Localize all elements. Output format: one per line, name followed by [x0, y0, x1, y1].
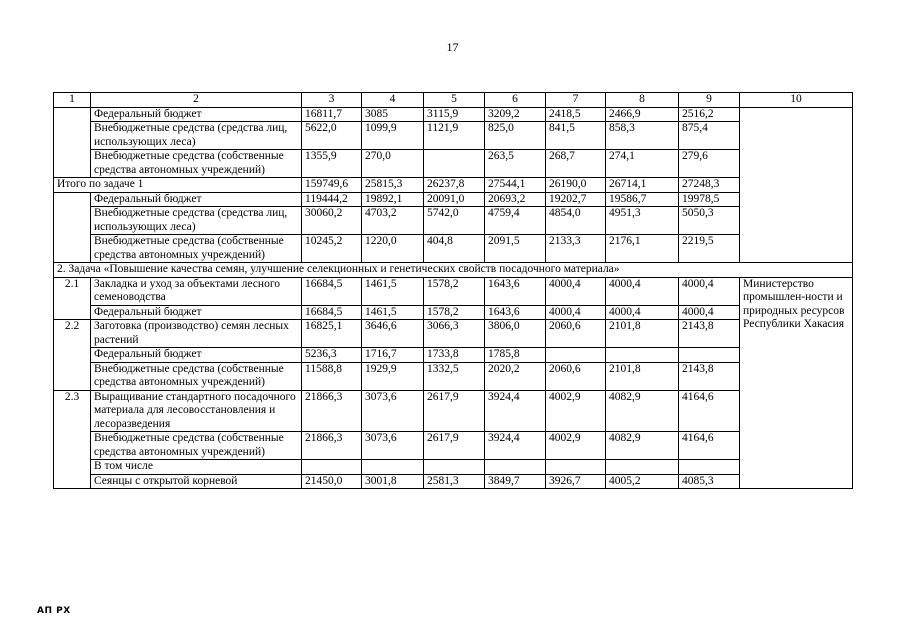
- value-cell: 4759,4: [485, 207, 546, 235]
- row-name: Внебюджетные средства (средства лиц, использующих леса): [91, 207, 302, 235]
- value-cell: 2143,8: [679, 362, 740, 390]
- value-cell: 27248,3: [679, 178, 740, 193]
- program-table: [53, 92, 853, 489]
- value-cell: 279,6: [679, 150, 740, 178]
- row-name: Внебюджетные средства (собственные средства автономных учреждений): [91, 432, 302, 460]
- value-cell: 3073,6: [362, 390, 424, 432]
- value-cell: 2060,6: [546, 320, 606, 348]
- value-cell: 21450,0: [302, 474, 362, 489]
- header-cell: 5: [424, 93, 485, 108]
- value-cell: 119444,2: [302, 192, 362, 207]
- value-cell: 21866,3: [302, 390, 362, 432]
- table-row: [54, 107, 853, 122]
- table-row: [54, 235, 853, 263]
- table-row: [54, 432, 853, 460]
- value-cell: 4854,0: [546, 207, 606, 235]
- value-cell: 4002,9: [546, 390, 606, 432]
- section-row: [54, 263, 853, 278]
- value-cell: [546, 348, 606, 363]
- table-row: [54, 460, 853, 475]
- index-cell: [54, 192, 91, 263]
- value-cell: 2581,3: [424, 474, 485, 489]
- value-cell: [485, 460, 546, 475]
- value-cell: 5050,3: [679, 207, 740, 235]
- value-cell: 19892,1: [362, 192, 424, 207]
- header-row: [54, 93, 853, 108]
- value-cell: 4000,4: [546, 277, 606, 305]
- value-cell: 2418,5: [546, 107, 606, 122]
- table-row: [54, 474, 853, 489]
- value-cell: 4000,4: [679, 277, 740, 305]
- value-cell: 1332,5: [424, 362, 485, 390]
- value-cell: [679, 460, 740, 475]
- header-cell: 1: [54, 93, 91, 108]
- footer-mark: АП РХ: [37, 606, 71, 616]
- value-cell: 858,3: [606, 122, 679, 150]
- value-cell: 30060,2: [302, 207, 362, 235]
- value-cell: 16684,5: [302, 277, 362, 305]
- header-cell: 3: [302, 93, 362, 108]
- table-row: [54, 348, 853, 363]
- table-row: [54, 150, 853, 178]
- value-cell: 4000,4: [606, 305, 679, 320]
- value-cell: 21866,3: [302, 432, 362, 460]
- executor-cell: [740, 107, 853, 263]
- total-row: [54, 178, 853, 193]
- value-cell: 2143,8: [679, 320, 740, 348]
- page-number: 17: [446, 40, 459, 54]
- index-cell: 2.1: [54, 277, 91, 320]
- value-cell: 4002,9: [546, 432, 606, 460]
- value-cell: 1929,9: [362, 362, 424, 390]
- value-cell: 4951,3: [606, 207, 679, 235]
- value-cell: 263,5: [485, 150, 546, 178]
- value-cell: [546, 460, 606, 475]
- value-cell: 3066,3: [424, 320, 485, 348]
- header-cell: 4: [362, 93, 424, 108]
- value-cell: 5622,0: [302, 122, 362, 150]
- value-cell: 11588,8: [302, 362, 362, 390]
- value-cell: 4085,3: [679, 474, 740, 489]
- row-name: Федеральный бюджет: [91, 107, 302, 122]
- value-cell: 4082,9: [606, 432, 679, 460]
- value-cell: 1785,8: [485, 348, 546, 363]
- table-row: [54, 362, 853, 390]
- value-cell: 1461,5: [362, 277, 424, 305]
- table-row: [54, 320, 853, 348]
- value-cell: 3924,4: [485, 432, 546, 460]
- value-cell: 3849,7: [485, 474, 546, 489]
- table-row: [54, 305, 853, 320]
- header-cell: 6: [485, 93, 546, 108]
- value-cell: 2617,9: [424, 432, 485, 460]
- row-name: В том числе: [91, 460, 302, 475]
- value-cell: 5742,0: [424, 207, 485, 235]
- value-cell: 2091,5: [485, 235, 546, 263]
- value-cell: [606, 460, 679, 475]
- value-cell: 3926,7: [546, 474, 606, 489]
- value-cell: [606, 348, 679, 363]
- table-row: [54, 192, 853, 207]
- row-name: Выращивание стандартного посадочного материала для лесовосстановления и лесоразведения: [91, 390, 302, 432]
- value-cell: 4164,6: [679, 390, 740, 432]
- row-name: Внебюджетные средства (собственные средства автономных учреждений): [91, 150, 302, 178]
- header-cell: 7: [546, 93, 606, 108]
- value-cell: 20091,0: [424, 192, 485, 207]
- value-cell: 2101,8: [606, 362, 679, 390]
- value-cell: 26190,0: [546, 178, 606, 193]
- header-cell: 2: [91, 93, 302, 108]
- value-cell: 3073,6: [362, 432, 424, 460]
- value-cell: 5236,3: [302, 348, 362, 363]
- row-name: Федеральный бюджет: [91, 348, 302, 363]
- header-cell: 10: [740, 93, 853, 108]
- value-cell: 875,4: [679, 122, 740, 150]
- value-cell: 2219,5: [679, 235, 740, 263]
- value-cell: 19202,7: [546, 192, 606, 207]
- row-name: Внебюджетные средства (средства лиц, использующих леса): [91, 122, 302, 150]
- value-cell: 1578,2: [424, 305, 485, 320]
- table-row: [54, 207, 853, 235]
- value-cell: 4703,2: [362, 207, 424, 235]
- value-cell: 1643,6: [485, 305, 546, 320]
- value-cell: 825,0: [485, 122, 546, 150]
- value-cell: [679, 348, 740, 363]
- value-cell: 841,5: [546, 122, 606, 150]
- value-cell: 4000,4: [606, 277, 679, 305]
- header-cell: 9: [679, 93, 740, 108]
- value-cell: [362, 460, 424, 475]
- value-cell: 1121,9: [424, 122, 485, 150]
- value-cell: 3115,9: [424, 107, 485, 122]
- value-cell: 4005,2: [606, 474, 679, 489]
- header-cell: 8: [606, 93, 679, 108]
- row-name: Заготовка (производство) семян лесных растений: [91, 320, 302, 348]
- value-cell: 2516,2: [679, 107, 740, 122]
- value-cell: 1643,6: [485, 277, 546, 305]
- value-cell: 4082,9: [606, 390, 679, 432]
- row-name: Внебюджетные средства (собственные средства автономных учреждений): [91, 235, 302, 263]
- value-cell: 268,7: [546, 150, 606, 178]
- row-name: Федеральный бюджет: [91, 192, 302, 207]
- row-name: Внебюджетные средства (собственные средства автономных учреждений): [91, 362, 302, 390]
- value-cell: 404,8: [424, 235, 485, 263]
- value-cell: [424, 460, 485, 475]
- value-cell: 26237,8: [424, 178, 485, 193]
- value-cell: 3924,4: [485, 390, 546, 432]
- section-heading: 2. Задача «Повышение качества семян, улучшение селекционных и генетических свойств посадочного материала»: [54, 263, 853, 278]
- table-row: [54, 122, 853, 150]
- value-cell: 10245,2: [302, 235, 362, 263]
- row-name: Закладка и уход за объектами лесного семеноводства: [91, 277, 302, 305]
- row-name: Федеральный бюджет: [91, 305, 302, 320]
- value-cell: 2176,1: [606, 235, 679, 263]
- value-cell: 19586,7: [606, 192, 679, 207]
- value-cell: 3646,6: [362, 320, 424, 348]
- value-cell: 4164,6: [679, 432, 740, 460]
- value-cell: 16811,7: [302, 107, 362, 122]
- value-cell: 2466,9: [606, 107, 679, 122]
- value-cell: 2133,3: [546, 235, 606, 263]
- value-cell: 20693,2: [485, 192, 546, 207]
- value-cell: 16684,5: [302, 305, 362, 320]
- table-row: [54, 277, 853, 305]
- value-cell: 16825,1: [302, 320, 362, 348]
- value-cell: [424, 150, 485, 178]
- row-name: Сеянцы с открытой корневой: [91, 474, 302, 489]
- total-label: Итого по задаче 1: [54, 178, 302, 193]
- value-cell: 1220,0: [362, 235, 424, 263]
- value-cell: 26714,1: [606, 178, 679, 193]
- value-cell: 4000,4: [546, 305, 606, 320]
- value-cell: 2617,9: [424, 390, 485, 432]
- value-cell: 1099,9: [362, 122, 424, 150]
- value-cell: 19978,5: [679, 192, 740, 207]
- index-cell: 2.2: [54, 320, 91, 391]
- value-cell: 27544,1: [485, 178, 546, 193]
- executor-cell: Министерство промышлен-ности и природных ресурсов Республики Хакасия: [740, 277, 853, 489]
- value-cell: 3209,2: [485, 107, 546, 122]
- value-cell: 1578,2: [424, 277, 485, 305]
- value-cell: 159749,6: [302, 178, 362, 193]
- value-cell: 2060,6: [546, 362, 606, 390]
- value-cell: 1355,9: [302, 150, 362, 178]
- table-row: [54, 390, 853, 432]
- value-cell: 270,0: [362, 150, 424, 178]
- value-cell: 3806,0: [485, 320, 546, 348]
- value-cell: 3001,8: [362, 474, 424, 489]
- value-cell: 1461,5: [362, 305, 424, 320]
- value-cell: 3085: [362, 107, 424, 122]
- value-cell: 2101,8: [606, 320, 679, 348]
- value-cell: 1716,7: [362, 348, 424, 363]
- index-cell: 2.3: [54, 390, 91, 489]
- value-cell: 1733,8: [424, 348, 485, 363]
- value-cell: 25815,3: [362, 178, 424, 193]
- value-cell: 2020,2: [485, 362, 546, 390]
- index-cell: [54, 107, 91, 178]
- value-cell: [302, 460, 362, 475]
- value-cell: 4000,4: [679, 305, 740, 320]
- value-cell: 274,1: [606, 150, 679, 178]
